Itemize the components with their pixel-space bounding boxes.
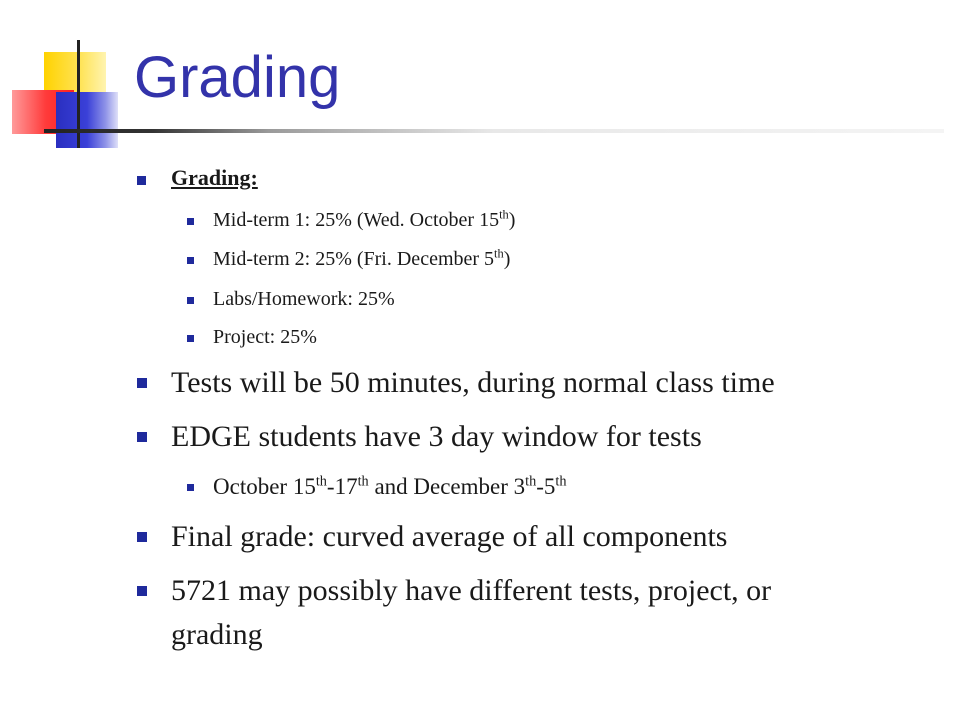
item-text-line-1: 5721 may possibly have different tests, project, or	[171, 574, 772, 607]
bullet-icon	[187, 297, 194, 304]
section-heading: Grading:	[171, 165, 258, 190]
item-text: Project: 25%	[213, 326, 317, 348]
bullet-icon	[187, 257, 194, 264]
item-text: Final grade: curved average of all components	[171, 520, 728, 553]
bullet-icon	[187, 218, 194, 225]
bullet-icon	[187, 484, 194, 491]
item-text-line-2: grading	[171, 618, 263, 651]
slide-title: Grading	[134, 45, 341, 110]
item-text: Tests will be 50 minutes, during normal class time	[171, 366, 775, 399]
logo-blue-square	[56, 92, 118, 148]
bullet-icon	[137, 378, 147, 388]
bullet-icon	[137, 432, 147, 442]
item-text: Labs/Homework: 25%	[213, 288, 395, 310]
bullet-icon	[137, 586, 147, 596]
item-text: October 15th-17th and December 3th-5th	[213, 473, 567, 499]
item-text: EDGE students have 3 day window for tests	[171, 420, 702, 453]
title-underline-rule	[44, 129, 944, 133]
bullet-icon	[137, 532, 147, 542]
bullet-icon	[187, 335, 194, 342]
bullet-icon	[137, 176, 146, 185]
item-text: Mid-term 1: 25% (Wed. October 15th)	[213, 207, 516, 231]
item-text: Mid-term 2: 25% (Fri. December 5th)	[213, 246, 511, 270]
